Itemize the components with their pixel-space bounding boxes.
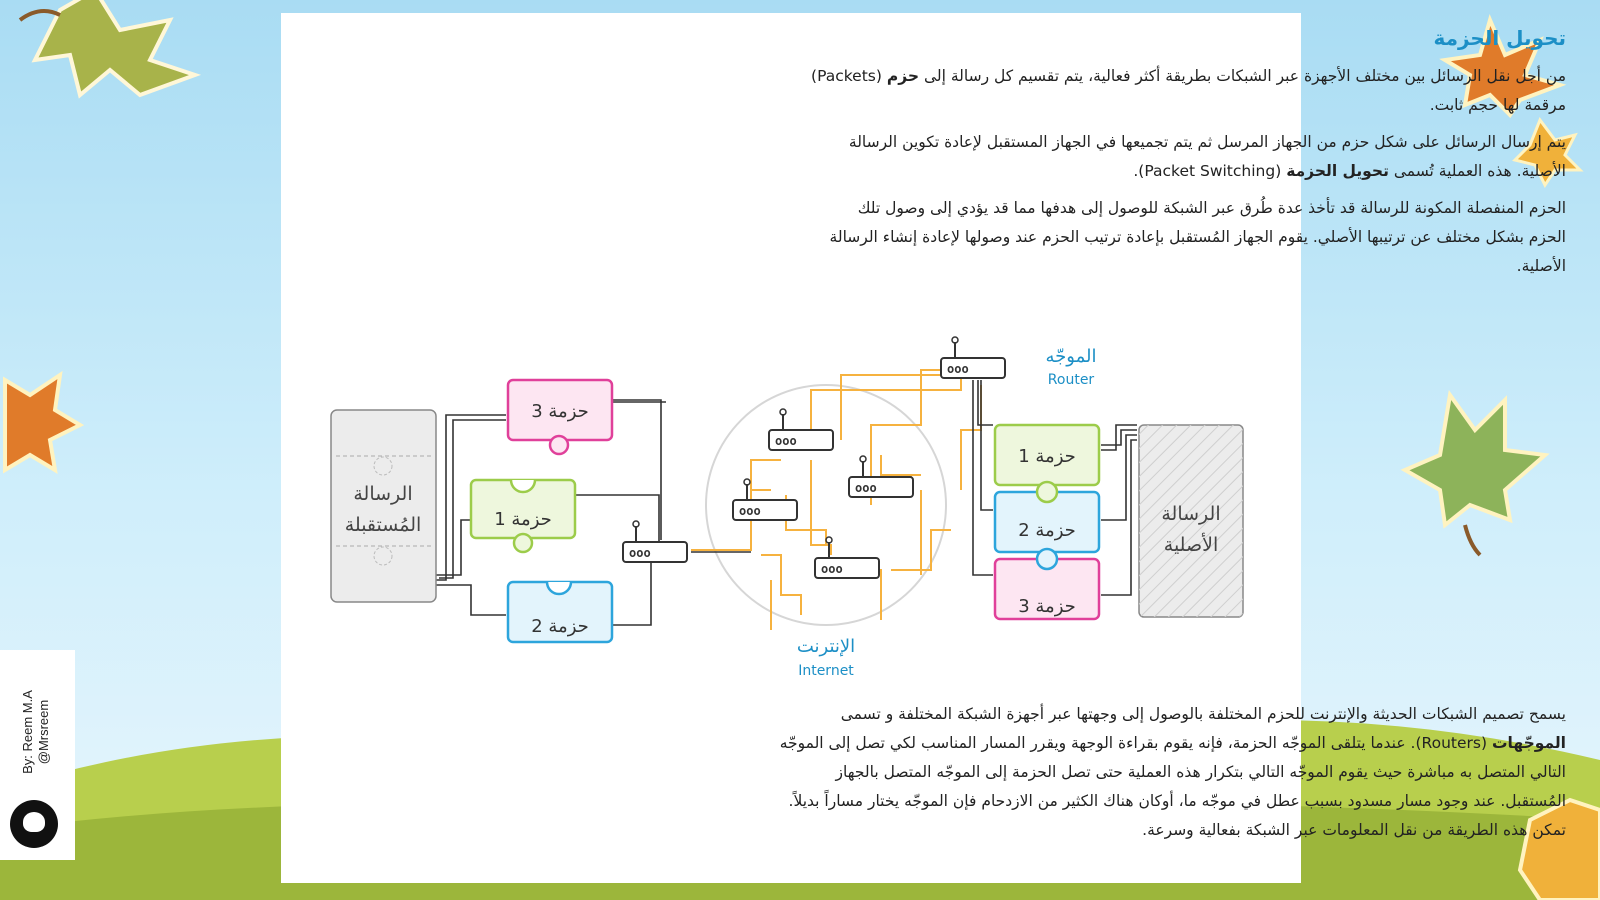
- svg-text:ooo: ooo: [739, 504, 761, 518]
- credit-handle: @Mrsreem: [36, 699, 51, 765]
- svg-text:ooo: ooo: [947, 362, 969, 376]
- original-message-label-2: الأصلية: [1163, 534, 1219, 556]
- router-icon-internet-3: [733, 479, 797, 520]
- original-message-label-1: الرسالة: [1161, 503, 1221, 525]
- received-message-label-2: المُستقبلة: [344, 514, 422, 536]
- packet-switching-diagram: [281, 330, 1301, 690]
- paragraph-ordering: الحزم المنفصلة المكونة للرسالة قد تأخذ عدة طُرق عبر الشبكة للوصول إلى هدفها مما قد يؤدي إلى وصول تلك الحزم بشكل مختلف عن ترتيبها الأصلي. يقوم الجهاز المُستقبل بإعادة ترتيب الحزم عند وصولها لإعادة إنشاء الرسالة الأصلية.: [829, 199, 1566, 275]
- packet-2-right: [995, 482, 1099, 552]
- router-icon-internet-1: [769, 409, 833, 450]
- packet-3-left: [508, 380, 612, 454]
- packet-1-right: [995, 425, 1099, 485]
- credit-text: [20, 652, 52, 812]
- paragraph-intro: من أجل نقل الرسائل بين مختلف الأجهزة عبر الشبكات بطريقة أكثر فعالية، يتم تقسيم كل رسالة إلى حزم (Packets) مرقمة لها حجم ثابت.: [811, 67, 1566, 114]
- received-message-label-1: الرسالة: [353, 483, 413, 505]
- router-label-en: Router: [1047, 372, 1095, 388]
- packet-1-left: [471, 480, 575, 552]
- packet-2-label-left: حزمة 2: [531, 616, 589, 637]
- internet-label-ar: الإنترنت: [796, 636, 856, 657]
- packet-2-left: [508, 582, 612, 642]
- svg-text:ooo: ooo: [821, 562, 843, 576]
- page-title: تحويل الحزمة: [1433, 26, 1566, 50]
- author-logo-icon: [10, 800, 58, 848]
- packet-1-label-right: حزمة 1: [1018, 446, 1076, 467]
- packet-3-right: [995, 549, 1099, 619]
- packet-3-label-right: حزمة 3: [1018, 596, 1076, 617]
- router-icon-right: [941, 337, 1005, 378]
- paragraph-routers: يسمح تصميم الشبكات الحديثة والإنترنت للحزم المختلفة بالوصول إلى وجهتها عبر أجهزة الشبكة المختلفة و تسمى الموجّهات (Routers). عندما يتلقى الموجّه الحزمة، فإنه يقوم بقراءة الوجهة ويقرر المسار المناسب لكي تصل إلى الموجّه التالي المتصل به مباشرة حيث يقوم الموجّه التالي بتكرار هذه العملية حتى تصل الحزمة إلى الموجّه المتصل بالجهاز المُستقبل. عند وجود مسار مسدود بسبب عطل في موجّه ما، أوكان هناك الكثير من الازدحام فإن الموجّه يختار مساراً بديلاً. تمكن هذه الطريقة من نقل المعلومات عبر الشبكة بفعالية وسرعة.: [779, 705, 1566, 839]
- original-message-box: [1139, 425, 1243, 617]
- credit-author: By: Reem M.A: [20, 690, 35, 774]
- leaf-icon-left: [5, 375, 80, 470]
- router-icon-left: [623, 521, 687, 562]
- svg-text:ooo: ooo: [775, 434, 797, 448]
- author-credit: [0, 650, 75, 860]
- bold-term-packet-switching: تحويل الحزمة: [1286, 162, 1389, 180]
- svg-text:ooo: ooo: [629, 546, 651, 560]
- received-message-box: [331, 410, 436, 602]
- packet-3-label-left: حزمة 3: [531, 401, 589, 422]
- packet-2-label-right: حزمة 2: [1018, 520, 1076, 541]
- leaf-icon-right-middle: [1405, 395, 1545, 555]
- packet-1-label-left: حزمة 1: [494, 509, 552, 530]
- svg-text:ooo: ooo: [855, 481, 877, 495]
- paragraph-sending: يتم إرسال الرسائل على شكل حزم من الجهاز المرسل ثم يتم تجميعها في الجهاز المستقبل لإعادة تكوين الرسالة الأصلية. هذه العملية تُسمى تحويل الحزمة (Packet Switching).: [848, 133, 1566, 180]
- router-icon-internet-4: [815, 537, 879, 578]
- bold-term-routers: الموجّهات: [1491, 734, 1566, 752]
- leaf-icon-top-left: [20, 0, 195, 95]
- bold-term-packets: حزم: [886, 67, 920, 85]
- internet-label-en: Internet: [798, 663, 854, 679]
- router-label-ar: الموجّه: [1045, 346, 1097, 367]
